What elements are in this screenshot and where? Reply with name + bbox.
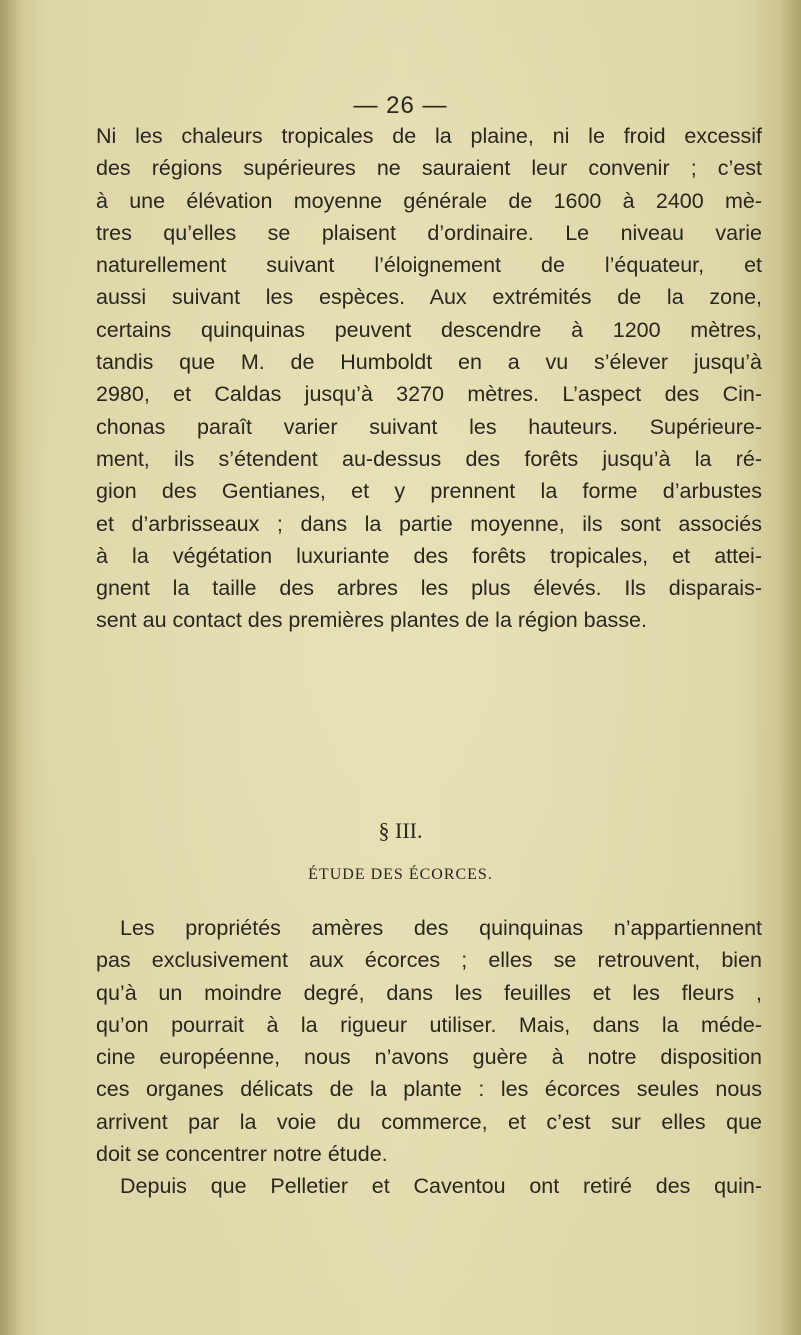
text-line: à une élévation moyenne générale de 1600 à 2400 mè- [96, 188, 762, 213]
text-line: cine européenne, nous n’avons guère à notre disposition [96, 1045, 762, 1070]
text-line: Ni les chaleurs tropicales de la plaine, ni le froid excessif [96, 124, 762, 148]
text-line: Depuis que Pelletier et Caventou ont retiré des quin- [120, 1174, 762, 1198]
text-line: certains quinquinas peuvent descendre à 1200 mètres, [96, 317, 762, 342]
page-number: — 26 — [353, 92, 448, 119]
text-line: Les propriétés amères des quinquinas n’appartiennent [120, 916, 762, 940]
text-line: gion des Gentianes, et y prennent la forme d’arbustes [96, 479, 762, 504]
text-line: qu’à un moindre degré, dans les feuilles et les fleurs , [96, 980, 762, 1005]
text-line: qu’on pourrait à la rigueur utiliser. Mais, dans la méde- [96, 1012, 762, 1037]
text-line: des régions supérieures ne sauraient leur convenir ; c’est [96, 156, 762, 181]
page-right-edge-shadow [779, 0, 801, 1335]
text-line: naturellement suivant l’éloignement de l’équateur, et [96, 253, 762, 278]
text-line: chonas paraît varier suivant les hauteurs. Supérieure- [96, 414, 762, 439]
text-line: et d’arbrisseaux ; dans la partie moyenne, ils sont associés [96, 511, 762, 536]
page-left-edge-shadow [0, 0, 22, 1335]
text-line: tres qu’elles se plaisent d’ordinaire. Le niveau varie [96, 220, 762, 245]
text-line: aussi suivant les espèces. Aux extrémités de la zone, [96, 285, 762, 310]
text-line: ment, ils s’étendent au-dessus des forêts jusqu’à la ré- [96, 446, 762, 471]
text-line: doit se concentrer notre étude. [96, 1142, 388, 1167]
text-line: tandis que M. de Humboldt en a vu s’élever jusqu’à [96, 350, 762, 375]
paragraph-altitude [96, 120, 762, 637]
section-title: ÉTUDE DES ÉCORCES. [308, 866, 493, 883]
section-number: § III. [378, 818, 423, 843]
text-line: sent au contact des premières plantes de la région basse. [96, 608, 647, 633]
paragraph-pelletier [96, 1170, 762, 1202]
text-line: pas exclusivement aux écorces ; elles se retrouvent, bien [96, 948, 762, 973]
paragraph-bark-properties [96, 912, 762, 1170]
text-line: 2980, et Caldas jusqu’à 3270 mètres. L’aspect des Cin- [96, 382, 762, 407]
text-line: à la végétation luxuriante des forêts tropicales, et attei- [96, 543, 762, 568]
text-line: gnent la taille des arbres les plus élevés. Ils disparais- [96, 576, 762, 601]
text-line: ces organes délicats de la plante : les écorces seules nous [96, 1077, 762, 1102]
text-line: arrivent par la voie du commerce, et c’est sur elles que [96, 1109, 762, 1134]
